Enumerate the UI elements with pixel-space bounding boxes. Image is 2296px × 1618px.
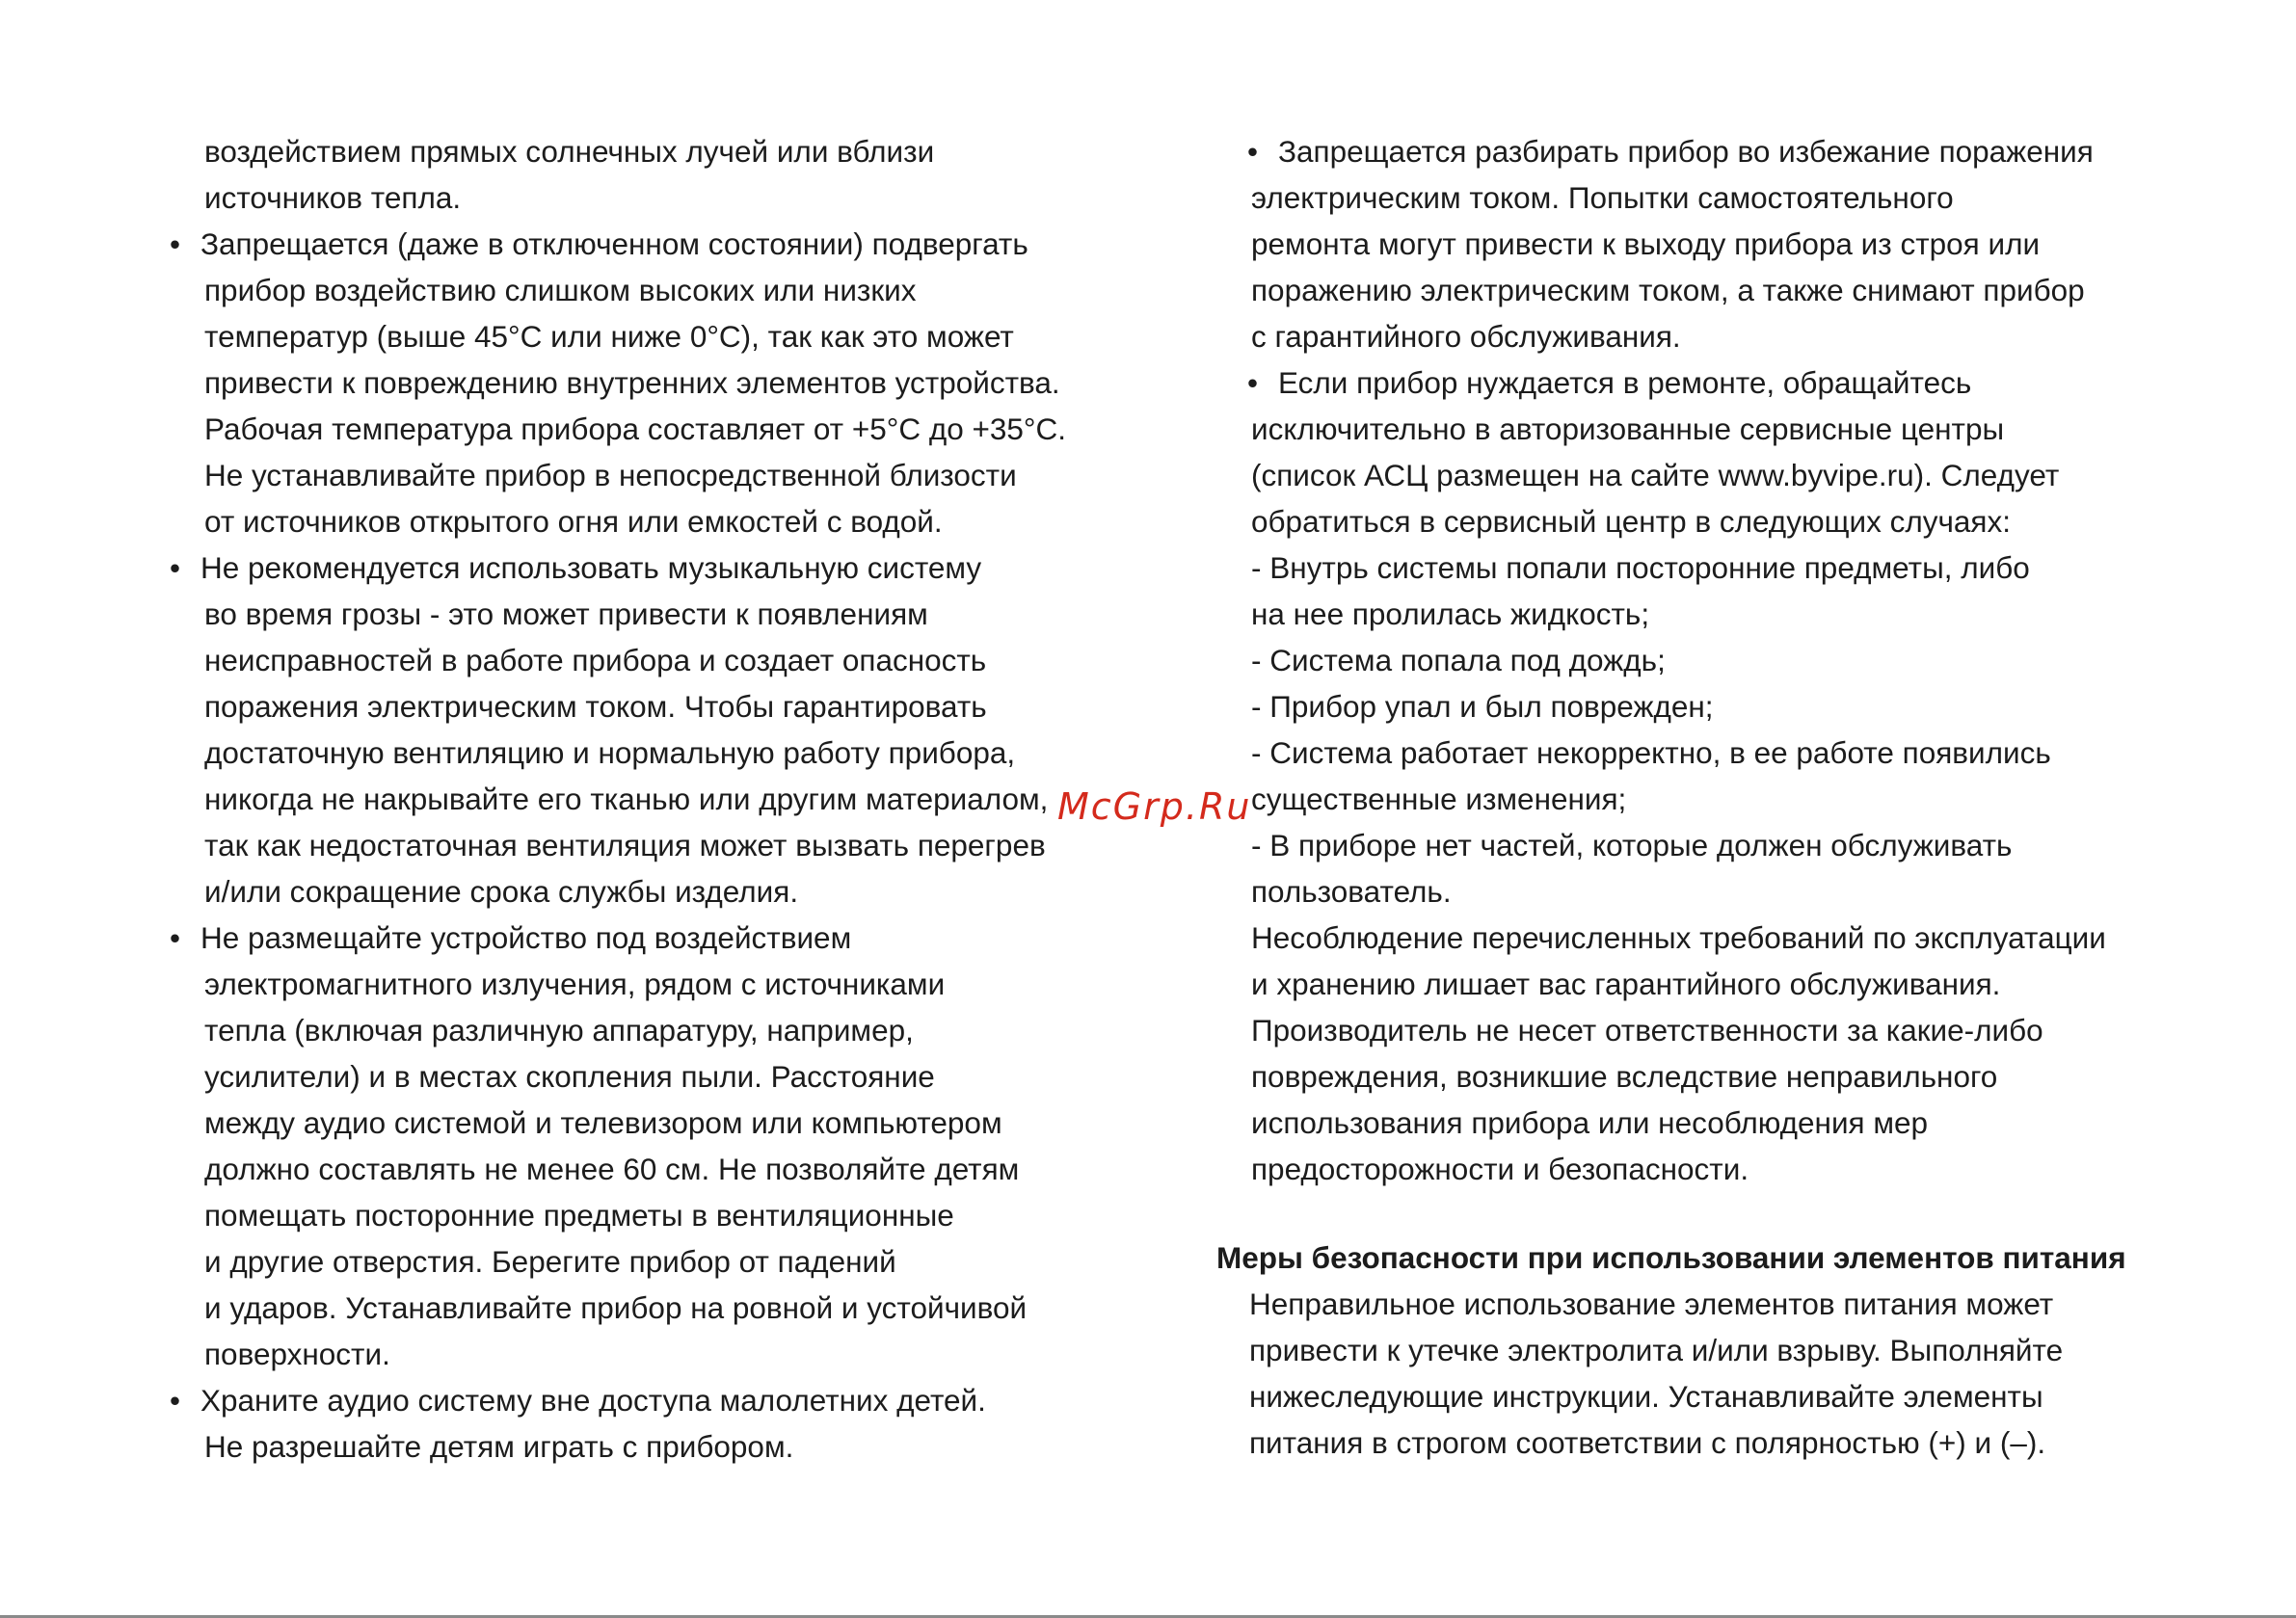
battery-safety-paragraph <box>1249 1281 2063 1466</box>
line-text: - Система попала под дождь; <box>1251 643 1666 677</box>
text-line <box>170 637 1095 683</box>
right-column <box>1216 128 2257 1192</box>
text-line <box>1216 406 2257 452</box>
text-line <box>170 452 1095 498</box>
text-line <box>170 868 1095 915</box>
text-line <box>1216 1053 2257 1100</box>
line-text: во время грозы - это может привести к появлениям <box>204 597 928 631</box>
text-line <box>1216 868 2257 915</box>
text-line <box>170 822 1095 868</box>
paragraph-line: Неправильное использование элементов питания может <box>1249 1286 2054 1321</box>
text-line <box>1216 174 2257 221</box>
line-text: Запрещается (даже в отключенном состоянии) подвергать <box>200 226 1028 261</box>
paragraph-line: питания в строгом соответствии с полярностью (+) и (–). <box>1249 1425 2046 1460</box>
line-text: поражению электрическим током, а также снимают прибор <box>1251 273 2085 307</box>
line-text: поверхности. <box>204 1337 390 1371</box>
text-line <box>1216 729 2257 776</box>
line-text: температур (выше 45°С или ниже 0°С), так как это может <box>204 319 1014 354</box>
line-text: повреждения, возникшие вследствие неправильного <box>1251 1059 1998 1094</box>
text-line <box>1216 221 2257 267</box>
text-line <box>1216 776 2257 822</box>
line-text: Если прибор нуждается в ремонте, обращайтесь <box>1278 365 1972 400</box>
paragraph-line: нижеследующие инструкции. Устанавливайте элементы <box>1249 1379 2043 1414</box>
text-line <box>170 1053 1095 1100</box>
text-line <box>170 128 1095 174</box>
text-line <box>1216 961 2257 1007</box>
line-text: обратиться в сервисный центр в следующих случаях: <box>1251 504 2011 539</box>
bullet-list-item <box>170 544 1095 591</box>
line-text: неисправностей в работе прибора и создает опасность <box>204 643 987 677</box>
line-text: использования прибора или несоблюдения мер <box>1251 1105 1929 1140</box>
line-text: и хранению лишает вас гарантийного обслуживания. <box>1251 967 2001 1001</box>
line-text: электромагнитного излучения, рядом с источниками <box>204 967 946 1001</box>
bullet-list-item <box>1216 128 2257 174</box>
text-line <box>170 359 1095 406</box>
line-text: поражения электрическим током. Чтобы гарантировать <box>204 689 987 724</box>
battery-safety-heading: Меры безопасности при использовании элементов питания <box>1216 1240 2126 1275</box>
line-text: на нее пролилась жидкость; <box>1251 597 1650 631</box>
text-line <box>170 776 1095 822</box>
line-text: воздействием прямых солнечных лучей или вблизи <box>204 134 935 169</box>
line-text: Запрещается разбирать прибор во избежание поражения <box>1278 134 2094 169</box>
text-line <box>1216 544 2257 591</box>
line-text: Производитель не несет ответственности за какие-либо <box>1251 1013 2043 1048</box>
text-line <box>170 1146 1095 1192</box>
line-text: Рабочая температура прибора составляет от +5°С до +35°С. <box>204 411 1067 446</box>
bullet-list-item <box>170 1377 1095 1423</box>
bullet-icon: • <box>170 920 181 955</box>
line-text: существенные изменения; <box>1251 782 1627 816</box>
line-text: ремонта могут привести к выходу прибора из строя или <box>1251 226 2041 261</box>
text-line <box>170 729 1095 776</box>
text-line <box>170 591 1095 637</box>
text-line <box>1216 915 2257 961</box>
text-line <box>1216 637 2257 683</box>
text-line <box>170 1007 1095 1053</box>
line-text: между аудио системой и телевизором или компьютером <box>204 1105 1002 1140</box>
watermark-logo[interactable]: McGrp.Ru <box>1057 785 1252 828</box>
text-line <box>1216 452 2257 498</box>
text-line <box>1216 683 2257 729</box>
line-text: Несоблюдение перечисленных требований по эксплуатации <box>1251 920 2106 955</box>
line-text: Храните аудио систему вне доступа малолетних детей. <box>200 1383 986 1418</box>
line-text: - Прибор упал и был поврежден; <box>1251 689 1714 724</box>
line-text: - Система работает некорректно, в ее работе появились <box>1251 735 2051 770</box>
text-line <box>1216 1007 2257 1053</box>
bullet-list-item <box>170 221 1095 267</box>
line-text: должно составлять не менее 60 см. Не позволяйте детям <box>204 1152 1020 1186</box>
text-line <box>1216 591 2257 637</box>
text-line <box>170 313 1095 359</box>
line-text: от источников открытого огня или емкостей с водой. <box>204 504 943 539</box>
left-column <box>170 128 1095 1470</box>
line-text: с гарантийного обслуживания. <box>1251 319 1681 354</box>
line-text: (список АСЦ размещен на сайте www.byvipe.ru). Следует <box>1251 458 2060 492</box>
bullet-icon: • <box>170 226 181 261</box>
line-text: никогда не накрывайте его тканью или другим материалом, <box>204 782 1049 816</box>
line-text: помещать посторонние предметы в вентиляционные <box>204 1198 954 1233</box>
paragraph-line: привести к утечке электролита и/или взрыву. Выполняйте <box>1249 1333 2064 1367</box>
text-line <box>170 267 1095 313</box>
text-line <box>1216 1146 2257 1192</box>
text-line <box>170 683 1095 729</box>
line-text: и/или сокращение срока службы изделия. <box>204 874 799 909</box>
line-text: Не устанавливайте прибор в непосредственной близости <box>204 458 1017 492</box>
line-text: электрическим током. Попытки самостоятельного <box>1251 180 1954 215</box>
text-line <box>170 498 1095 544</box>
text-line <box>1216 267 2257 313</box>
line-text: - Внутрь системы попали посторонние предметы, либо <box>1251 550 2030 585</box>
text-line <box>1216 313 2257 359</box>
text-line <box>170 406 1095 452</box>
text-line <box>170 1331 1095 1377</box>
line-text: пользователь. <box>1251 874 1452 909</box>
text-line <box>170 174 1095 221</box>
line-text: и другие отверстия. Берегите прибор от падений <box>204 1244 896 1279</box>
text-line <box>170 961 1095 1007</box>
line-text: тепла (включая различную аппаратуру, например, <box>204 1013 914 1048</box>
line-text: Не рекомендуется использовать музыкальную систему <box>200 550 982 585</box>
line-text: так как недостаточная вентиляция может вызвать перегрев <box>204 828 1046 862</box>
line-text: достаточную вентиляцию и нормальную работу прибора, <box>204 735 1016 770</box>
text-line <box>1216 1100 2257 1146</box>
bullet-list-item <box>170 915 1095 961</box>
text-line <box>1216 822 2257 868</box>
line-text: источников тепла. <box>204 180 462 215</box>
line-text: привести к повреждению внутренних элементов устройства. <box>204 365 1060 400</box>
bullet-icon: • <box>170 550 181 585</box>
line-text: Не размещайте устройство под воздействием <box>200 920 852 955</box>
text-line <box>170 1285 1095 1331</box>
text-line <box>1216 498 2257 544</box>
text-line <box>170 1100 1095 1146</box>
line-text: исключительно в авторизованные сервисные центры <box>1251 411 2005 446</box>
text-line <box>170 1238 1095 1285</box>
bullet-list-item <box>1216 359 2257 406</box>
line-text: - В приборе нет частей, которые должен обслуживать <box>1251 828 2013 862</box>
text-line <box>170 1423 1095 1470</box>
line-text: усилители) и в местах скопления пыли. Расстояние <box>204 1059 935 1094</box>
text-line <box>170 1192 1095 1238</box>
line-text: прибор воздействию слишком высоких или низких <box>204 273 917 307</box>
line-text: и ударов. Устанавливайте прибор на ровной и устойчивой <box>204 1290 1028 1325</box>
line-text: Не разрешайте детям играть с прибором. <box>204 1429 794 1464</box>
bullet-icon: • <box>1247 134 1259 169</box>
line-text: предосторожности и безопасности. <box>1251 1152 1749 1186</box>
bullet-icon: • <box>170 1383 181 1418</box>
bullet-icon: • <box>1247 365 1259 400</box>
